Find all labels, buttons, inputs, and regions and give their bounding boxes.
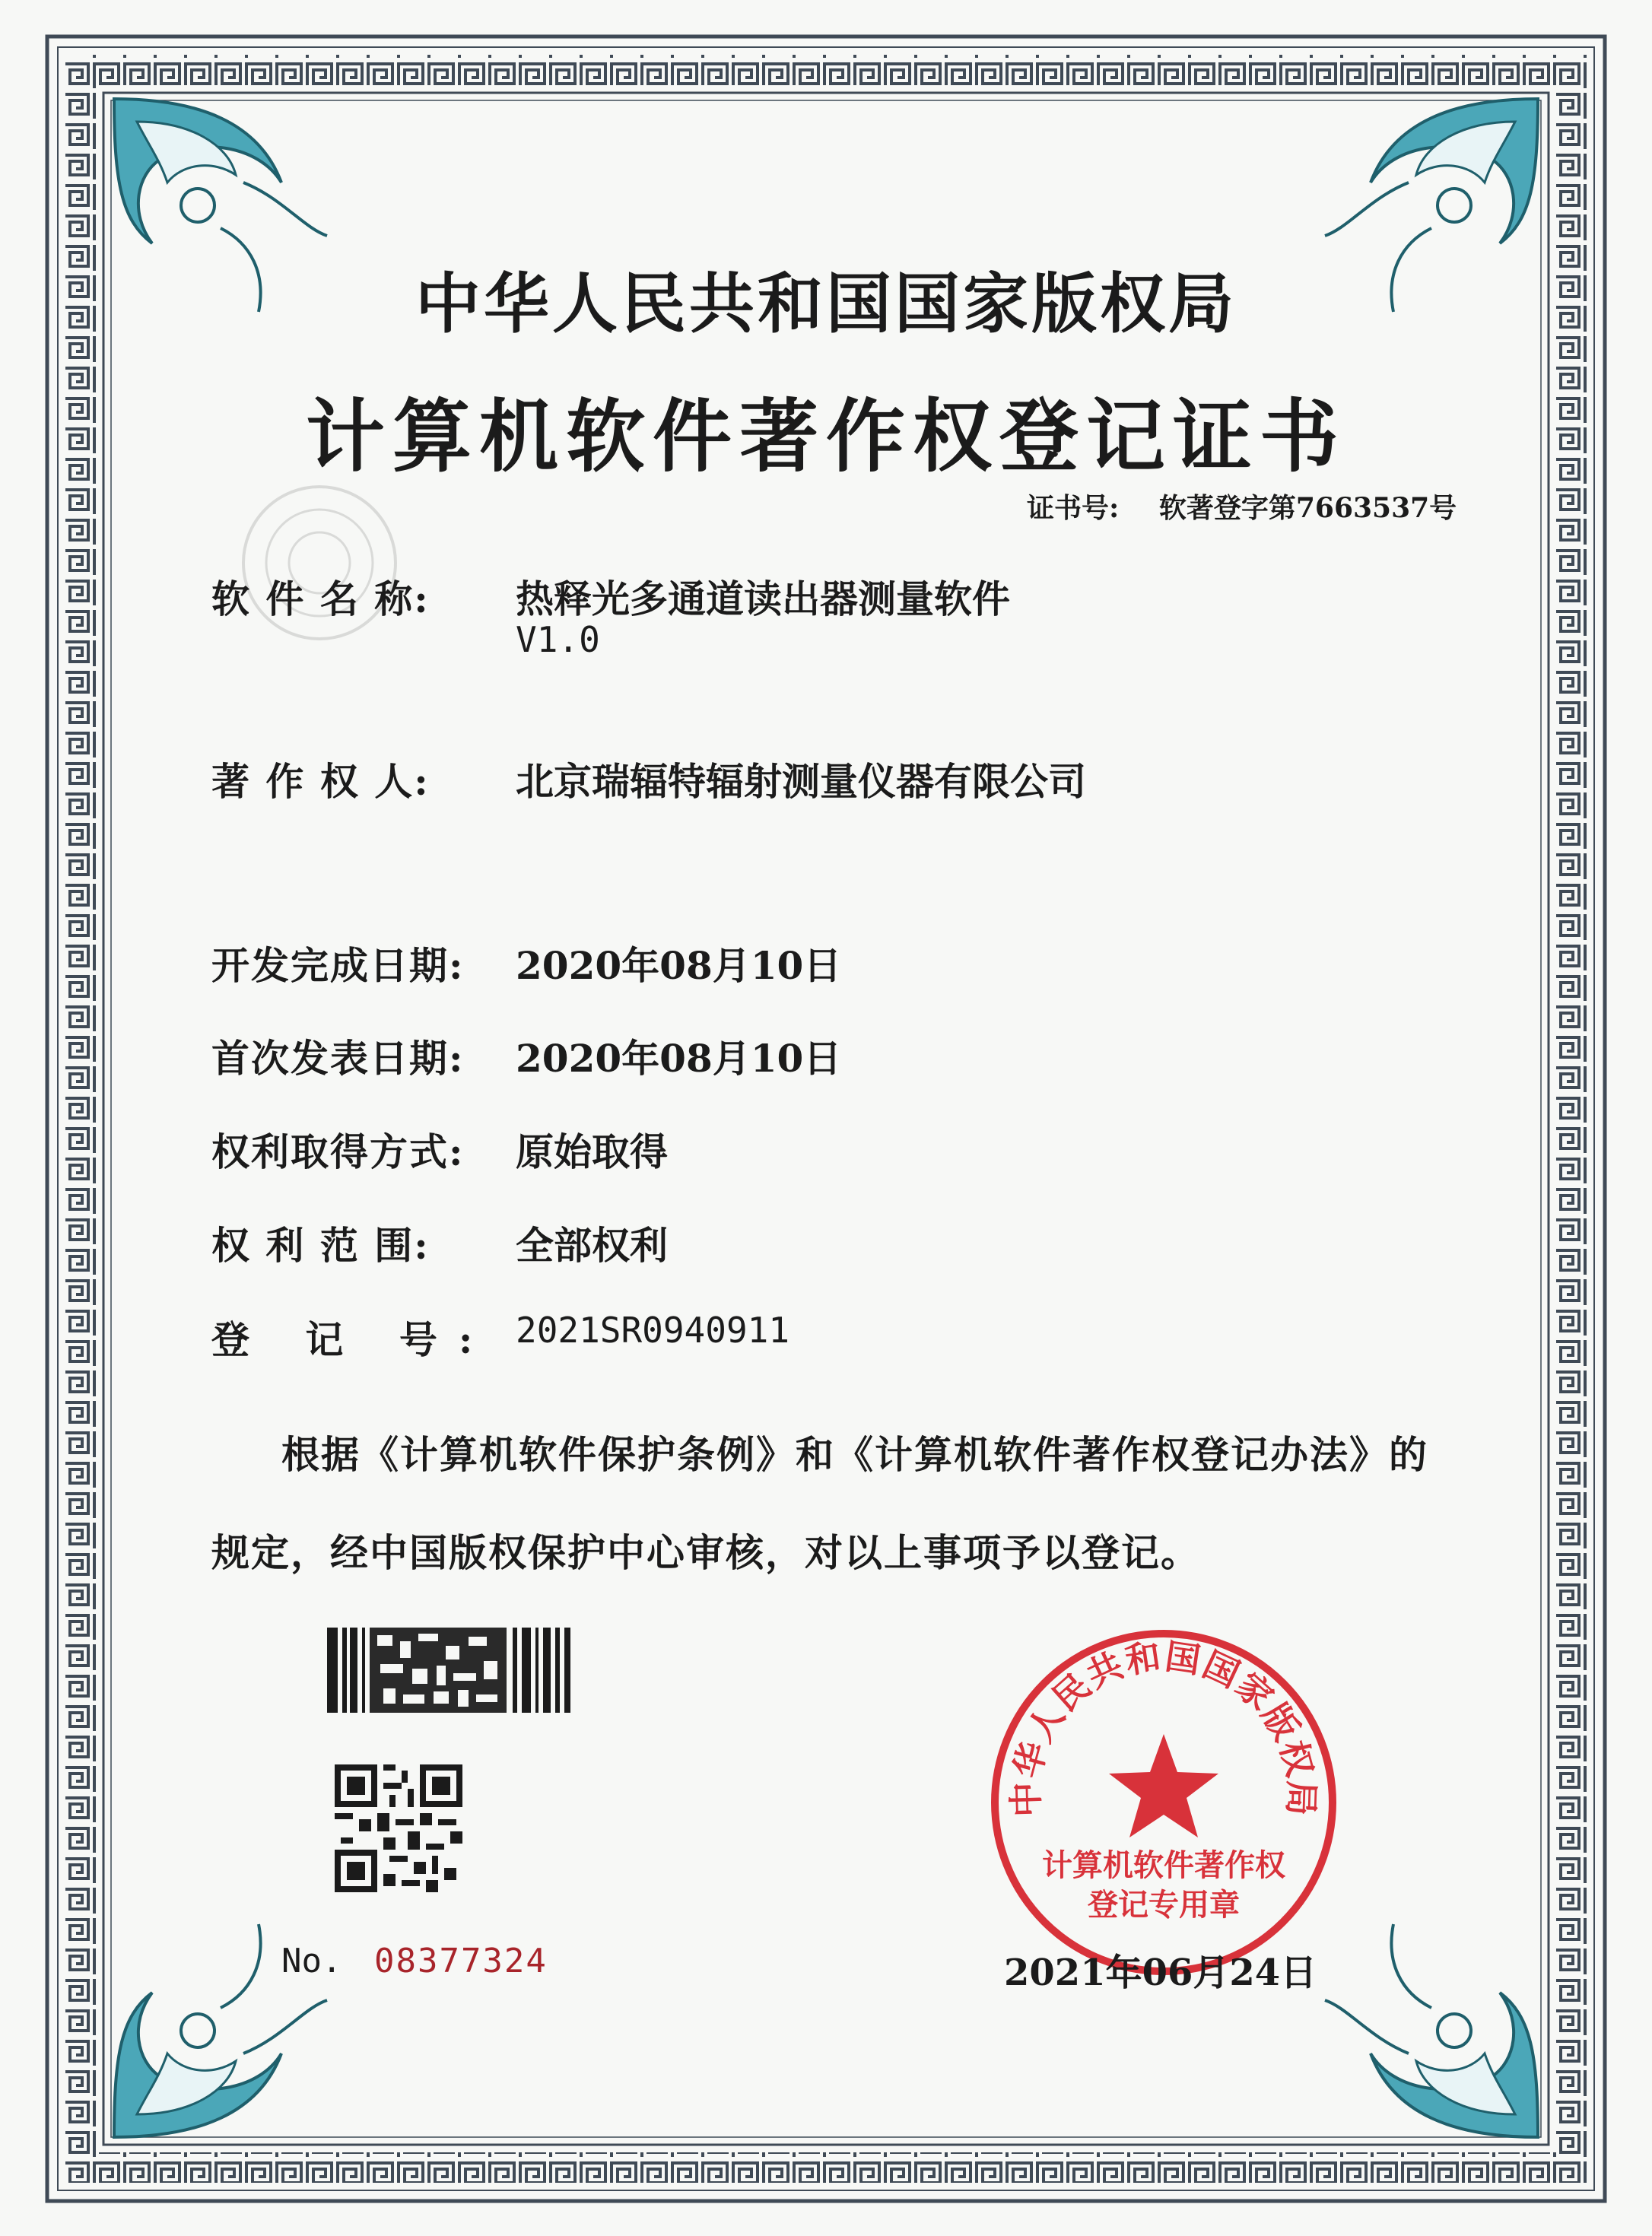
acquisition-method-label: 权利取得方式: (211, 1129, 465, 1174)
acquisition-method-value: 原始取得 (516, 1129, 668, 1174)
software-version-value: V1.0 (516, 619, 600, 660)
first-publish-date-value: 2020年08月10日 (516, 1036, 842, 1081)
qr-code-image (335, 1764, 462, 1892)
issuer-title: 中华人民共和国国家版权局 (415, 265, 1237, 342)
barcode-image (327, 1628, 570, 1713)
first-publish-date-label: 首次发表日期: (211, 1036, 465, 1081)
corner-ornament-bottom-right (1317, 1917, 1546, 2145)
certificate-number-value: 软著登字第7663537号 (1158, 492, 1457, 524)
software-name-label: 软 件 名 称: (211, 576, 430, 621)
certificate-title: 计算机软件著作权登记证书 (305, 389, 1346, 483)
official-seal (981, 1620, 1346, 1985)
completion-date-label: 开发完成日期: (211, 943, 465, 988)
statement-line-2: 规定，经中国版权保护中心审核，对以上事项予以登记。 (211, 1530, 1200, 1575)
registration-number-value: 2021SR0940911 (516, 1310, 790, 1351)
svg-text:登记专用章: 登记专用章 (1088, 1887, 1240, 1923)
watermark-emblem (228, 472, 411, 654)
serial-value: 08377324 (373, 1942, 548, 1980)
copyright-owner-label: 著 作 权 人: (211, 759, 430, 804)
svg-text:中华人民共和国国家版权局: 中华人民共和国国家版权局 (1005, 1635, 1323, 1818)
registration-number-label: 登 记 号: (211, 1317, 494, 1362)
rights-scope-value: 全部权利 (516, 1223, 668, 1268)
svg-text:计算机软件著作权: 计算机软件著作权 (1042, 1847, 1285, 1883)
completion-date-value: 2020年08月10日 (516, 943, 842, 988)
serial-number (281, 1942, 548, 1980)
issue-date: 2021年06月24日 (1004, 1952, 1317, 1994)
copyright-owner-value: 北京瑞辐特辐射测量仪器有限公司 (516, 759, 1086, 804)
rights-scope-label: 权 利 范 围: (211, 1223, 430, 1268)
certificate-number (1027, 487, 1457, 526)
certificate-number-label: 证书号: (1027, 492, 1120, 524)
software-name-value: 热释光多通道读出器测量软件 (516, 576, 1010, 621)
statement-line-1: 根据《计算机软件保护条例》和《计算机软件著作权登记办法》的 (281, 1432, 1428, 1477)
serial-prefix: No. (281, 1942, 342, 1980)
